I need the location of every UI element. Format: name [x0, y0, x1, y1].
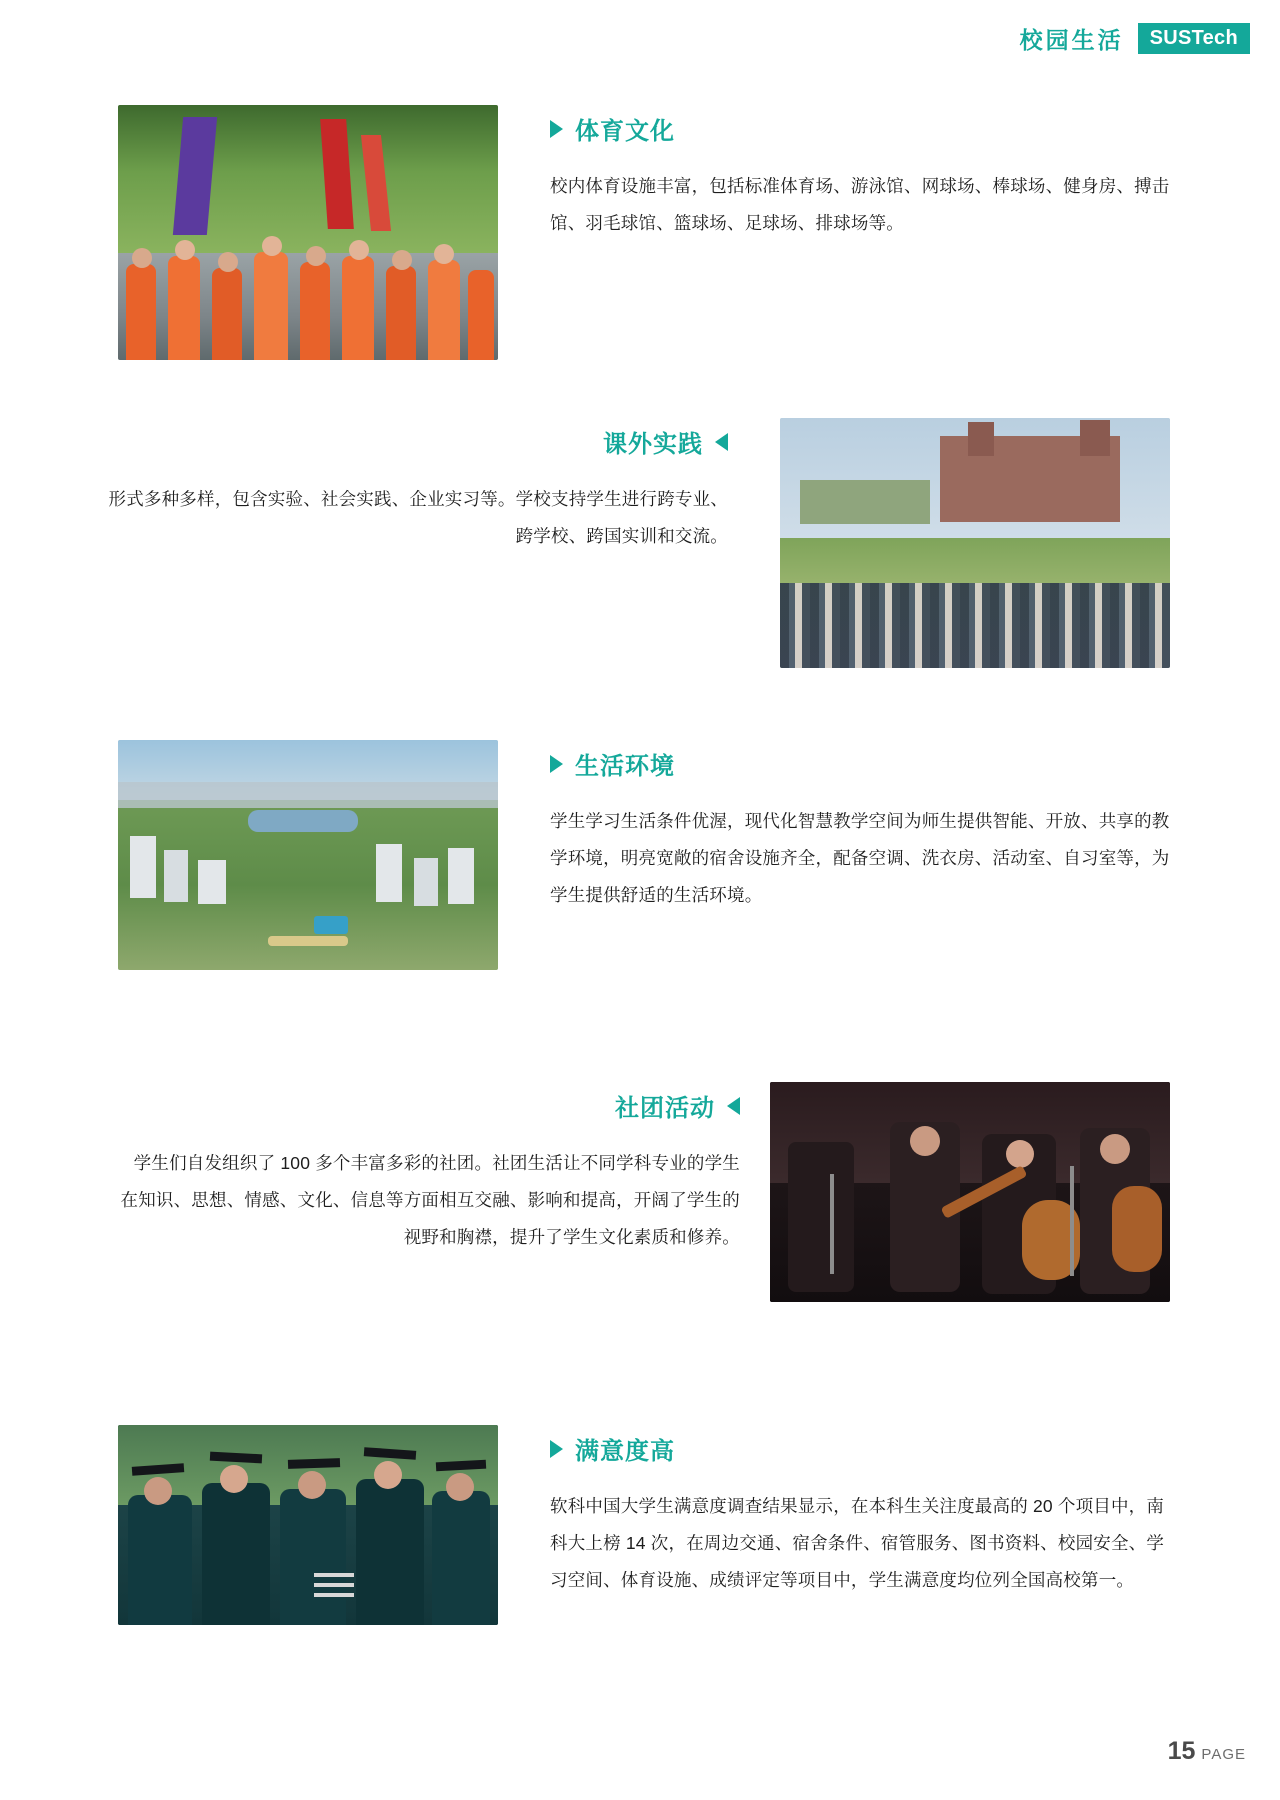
section-title: 社团活动	[615, 1095, 715, 1122]
section-sports-title-row	[550, 111, 1170, 146]
section-title: 课外实践	[603, 431, 703, 458]
section-body: 软科中国大学生满意度调查结果显示，在本科生关注度最高的 20 个项目中，南科大上榜 14 次，在周边交通、宿舍条件、宿管服务、图书资料、校园安全、学习空间、体育设施、成绩评定等项目中，学生满意度均位列全国高校第一。	[550, 1496, 1165, 1590]
photo-orchestra	[770, 1082, 1170, 1302]
brand-badge: SUSTech	[1138, 23, 1250, 54]
page-label: PAGE	[1201, 1746, 1246, 1763]
section-satisfaction-title-row	[550, 1431, 1170, 1466]
triangle-left-icon	[715, 433, 728, 451]
page-number: 15	[1167, 1737, 1196, 1765]
photo-campus-aerial	[118, 740, 498, 970]
section-sports-text	[550, 105, 1170, 360]
section-title: 生活环境	[575, 753, 675, 780]
section-clubs-title-row	[105, 1088, 740, 1123]
section-body: 形式多种多样，包含实验、社会实践、企业实习等。学校支持学生进行跨专业、跨学校、跨国实训和交流。	[108, 489, 728, 546]
section-satisfaction	[118, 1425, 1168, 1625]
section-title: 体育文化	[575, 118, 675, 145]
section-clubs-text	[105, 1082, 740, 1302]
section-practice-title-row	[105, 424, 728, 459]
section-sports	[118, 105, 1168, 360]
section-body: 校内体育设施丰富，包括标准体育场、游泳馆、网球场、棒球场、健身房、搏击馆、羽毛球馆、篮球场、足球场、排球场等。	[550, 176, 1170, 233]
triangle-right-icon	[550, 755, 563, 773]
section-body: 学生学习生活条件优渥，现代化智慧教学空间为师生提供智能、开放、共享的教学环境，明亮宽敞的宿舍设施齐全，配备空调、洗衣房、活动室、自习室等，为学生提供舒适的生活环境。	[550, 811, 1170, 905]
photo-sports-run	[118, 105, 498, 360]
section-body: 学生们自发组织了 100 多个丰富多彩的社团。社团生活让不同学科专业的学生在知识、思想、情感、文化、信息等方面相互交融、影响和提高，开阔了学生的视野和胸襟，提升了学生文化素质和修养。	[120, 1153, 740, 1247]
photo-overseas-group	[780, 418, 1170, 668]
section-clubs	[105, 1082, 1170, 1302]
section-practice-text	[105, 418, 728, 668]
page-header	[1020, 22, 1250, 55]
section-practice	[105, 418, 1170, 668]
section-title: 满意度高	[575, 1438, 675, 1465]
section-living	[118, 740, 1168, 970]
section-living-title-row	[550, 746, 1170, 781]
triangle-right-icon	[550, 1440, 563, 1458]
triangle-left-icon	[727, 1097, 740, 1115]
page-title: 校园生活	[1019, 27, 1124, 53]
photo-graduation	[118, 1425, 498, 1625]
section-satisfaction-text	[550, 1425, 1170, 1625]
page-footer	[1168, 1737, 1246, 1766]
section-living-text	[550, 740, 1170, 970]
triangle-right-icon	[550, 120, 563, 138]
